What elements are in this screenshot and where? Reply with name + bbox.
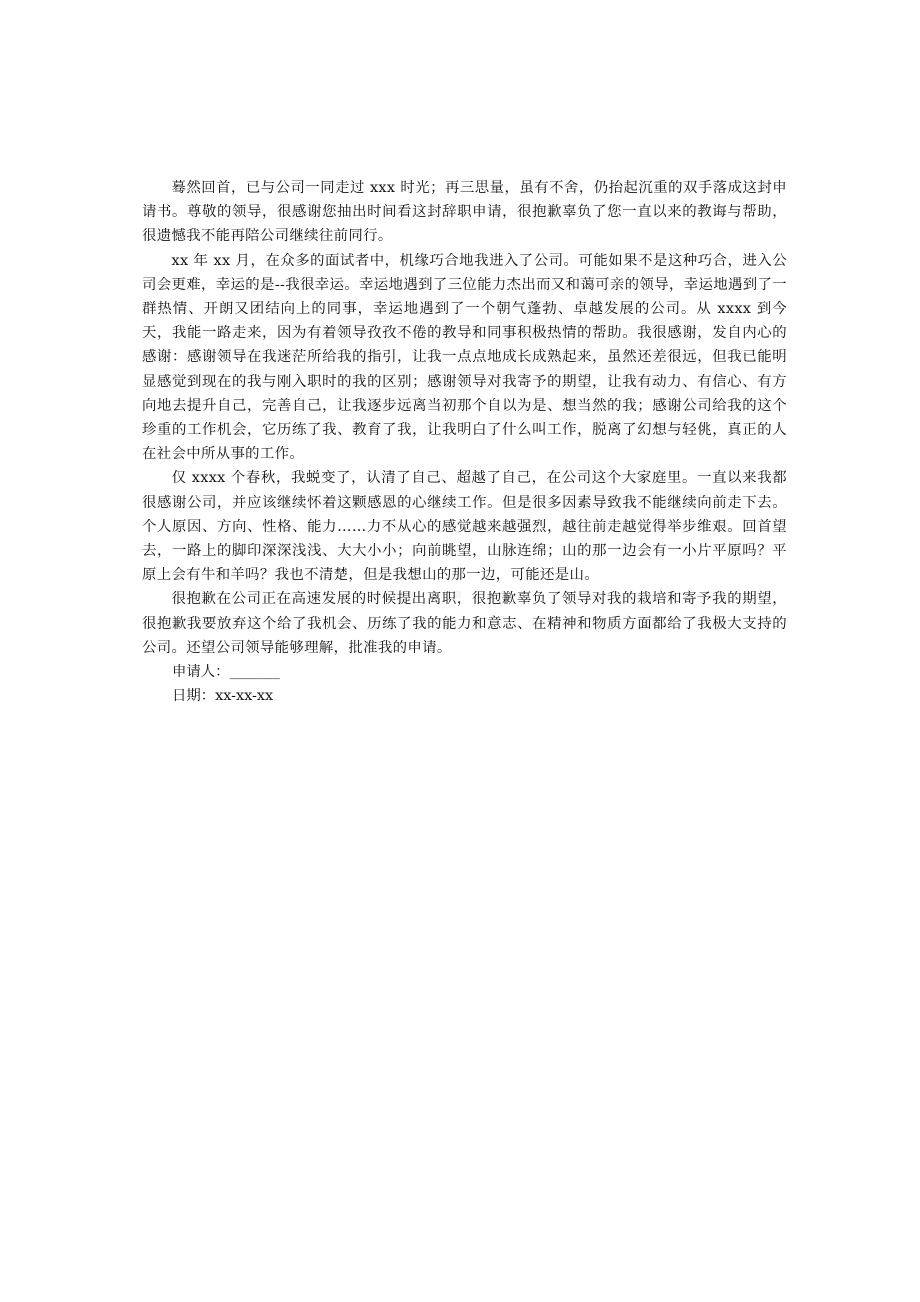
paragraph-gratitude: xx 年 xx 月，在众多的面试者中，机缘巧合地我进入了公司。可能如果不是这种巧合，进入公司会更难，幸运的是--我很幸运。幸运地遇到了三位能力杰出而又和蔼可亲的领导，幸运地遇到了一群热情、开朗又团结向上的同事，幸运地遇到了一个朝气蓬勃、卓越发展的公司。从 xxxx 到今天，我能一路走来，因为有着领导孜孜不倦的教导和同事积极热情的帮助。我很感谢，发自内心的感谢：感谢领导在我迷茫所给我的指引，让我一点点地成长成熟起来，虽然还差很远，但我已能明显感觉到现在的我与刚入职时的我的区别；感谢领导对我寄予的期望，让我有动力、有信心、有方向地去提升自己，完善自己，让我逐步远离当初那个自以为是、想当然的我；感谢公司给我的这个珍重的工作机会，它历练了我、教育了我，让我明白了什么叫工作，脱离了幻想与轻佻，真正的人在社会中所从事的工作。	[142, 252, 787, 463]
paragraph-apology: 很抱歉在公司正在高速发展的时候提出离职，很抱歉辜负了领导对我的栽培和寄予我的期望，很抱歉我要放弃这个给了我机会、历练了我的能力和意志、在精神和物质方面都给了我极大支持的公司。还望公司领导能够理解，批准我的申请。	[142, 591, 787, 656]
paragraph-reasons: 仅 xxxx 个春秋，我蜕变了，认清了自己、超越了自己，在公司这个大家庭里。一直以来我都很感谢公司，并应该继续怀着这颗感恩的心继续工作。但是很多因素导致我不能继续向前走下去。个人原因、方向、性格、能力……力不从心的感觉越来越强烈，越往前走越觉得举步维艰。回首望去，一路上的脚印深深浅浅、大大小小；向前眺望，山脉连绵；山的那一边会有一小片平原吗？平原上会有牛和羊吗？我也不清楚，但是我想山的那一边，可能还是山。	[142, 470, 787, 584]
paragraph-opening: 蓦然回首，已与公司一同走过 xxx 时光；再三思量，虽有不舍，仍抬起沉重的双手落成这封申请书。尊敬的领导，很感谢您抽出时间看这封辞职申请，很抱歉辜负了您一直以来的教诲与帮助，很遗憾我不能再陪公司继续往前同行。	[142, 180, 787, 245]
applicant-signature-line: 申请人：_______	[172, 664, 280, 681]
document-body	[142, 176, 787, 708]
date-line: 日期：xx-xx-xx	[172, 688, 274, 705]
